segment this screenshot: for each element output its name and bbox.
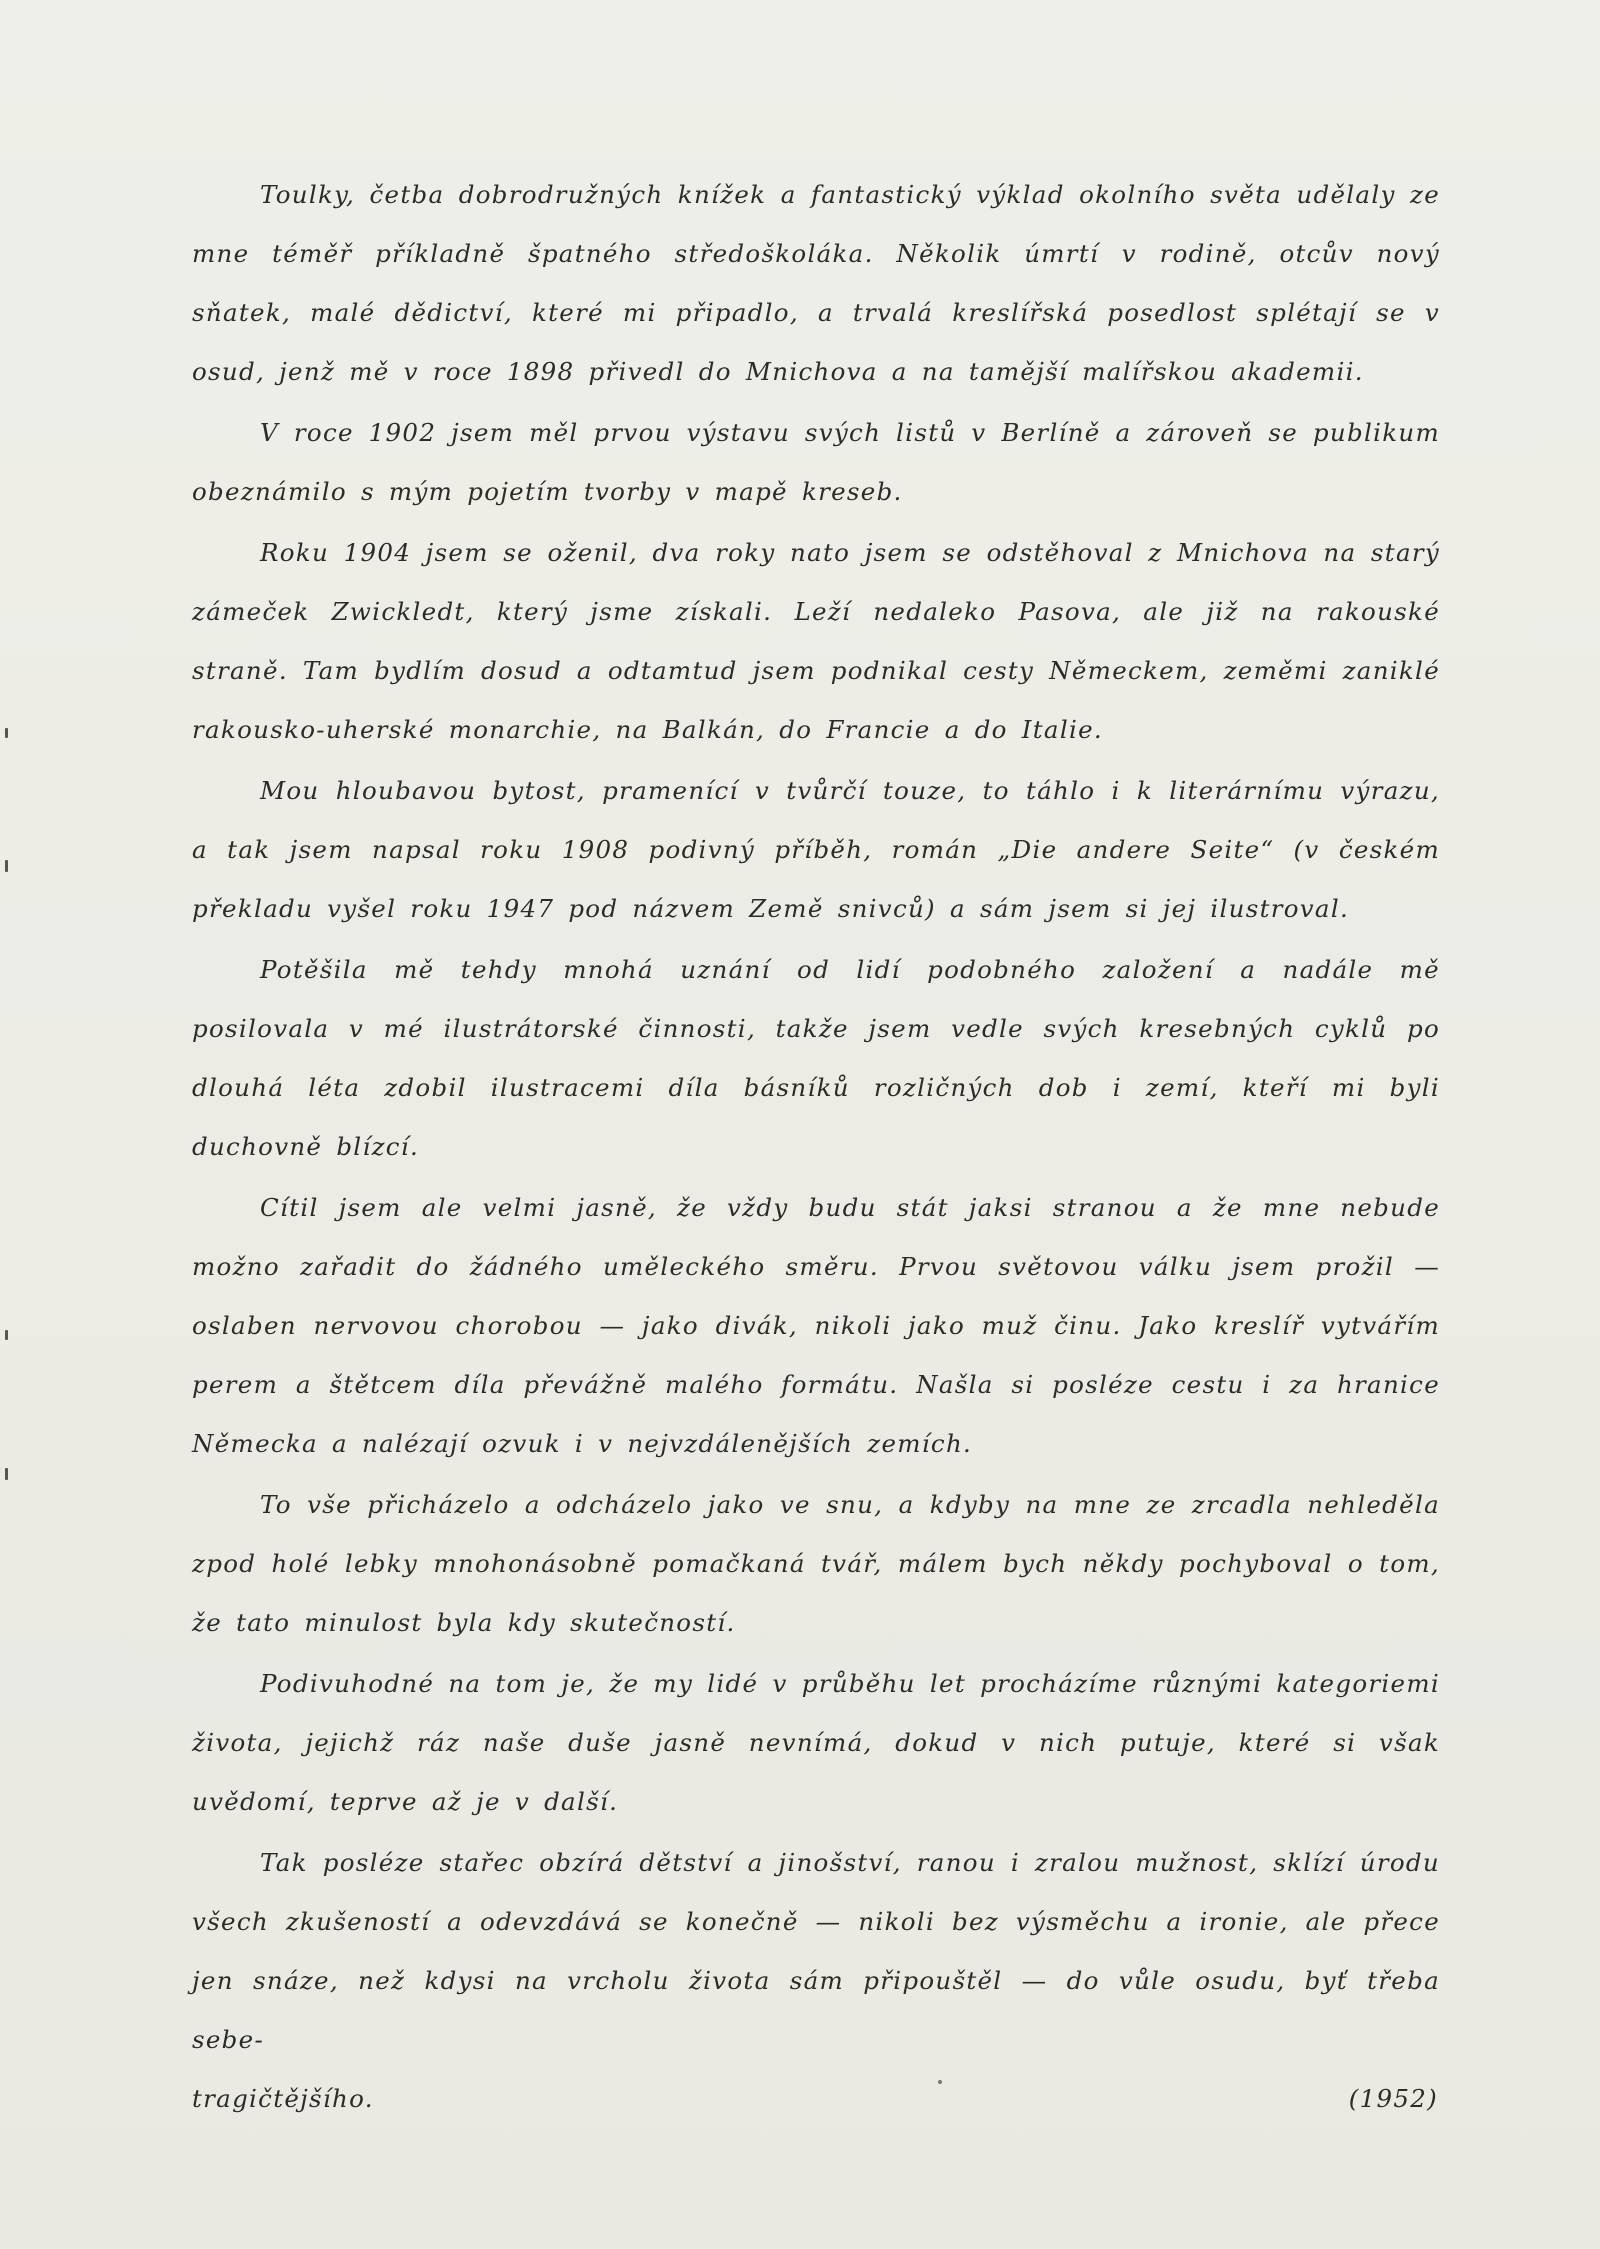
page-dot [938,2080,942,2084]
year-label: (1952) [1348,2084,1438,2113]
paragraph: Potěšila mě tehdy mnohá uznání od lidí podobného založení a nadále mě posilovala v mé ilustrátorské činnosti, takže jsem vedle svých kresebných cyklů po dlouhá léta zdobil ilustracemi díla básníků rozličných dob i zemí, kteří mi byli duchovně blízcí. [192,955,1440,1161]
closing-line [192,2069,1440,2128]
margin-mark [5,1468,8,1480]
final-word: tragičtějšího. [192,2084,374,2113]
body-text [192,165,1440,2128]
paragraph: Roku 1904 jsem se oženil, dva roky nato jsem se odstěhoval z Mnichova na starý zámeček Zwickledt, který jsme získali. Leží nedaleko Pasova, ale již na rakouské straně. Tam bydlím dosud a odtamtud jsem podnikal cesty Německem, zeměmi zaniklé rakousko-uherské monarchie, na Balkán, do Francie a do Italie. [192,538,1440,744]
paragraph: V roce 1902 jsem měl prvou výstavu svých listů v Berlíně a zároveň se publikum obeznámilo s mým pojetím tvorby v mapě kreseb. [192,418,1440,506]
margin-mark [5,1330,8,1340]
paragraph: Cítil jsem ale velmi jasně, že vždy budu stát jaksi stranou a že mne nebude možno zařadit do žádného uměleckého směru. Prvou světovou válku jsem prožil — oslaben nervovou chorobou — jako divák, nikoli jako muž činu. Jako kreslíř vytvářím perem a štětcem díla převážně malého formátu. Našla si posléze cestu i za hranice Německa a nalézají ozvuk i v nejvzdálenějších zemích. [192,1193,1440,1458]
margin-mark [5,860,8,872]
margin-mark [5,728,8,738]
paragraph: Podivuhodné na tom je, že my lidé v průběhu let procházíme různými kategoriemi života, jejichž ráz naše duše jasně nevnímá, dokud v nich putuje, které si však uvědomí, teprve až je v další. [192,1669,1440,1816]
paragraph: To vše přicházelo a odcházelo jako ve snu, a kdyby na mne ze zrcadla nehleděla zpod holé lebky mnohonásobně pomačkaná tvář, málem bych někdy pochyboval o tom, že tato minulost byla kdy skutečností. [192,1490,1440,1637]
paragraph: Toulky, četba dobrodružných knížek a fantastický výklad okolního světa udělaly ze mne téměř příkladně špatného středoškoláka. Několik úmrtí v rodině, otcův nový sňatek, malé dědictví, které mi připadlo, a trvalá kreslířská posedlost splétají se v osud, jenž mě v roce 1898 přivedl do Mnichova a na tamější malířskou akademii. [192,180,1440,386]
paragraph: Mou hloubavou bytost, pramenící v tvůrčí touze, to táhlo i k literárnímu výrazu, a tak jsem napsal roku 1908 podivný příběh, román „Die andere Seite“ (v českém překladu vyšel roku 1947 pod názvem Země snivců) a sám jsem si jej ilustroval. [192,776,1440,923]
final-paragraph: Tak posléze stařec obzírá dětství a jinošství, ranou i zralou mužnost, sklízí úrodu všech zkušeností a odevzdává se konečně — nikoli bez výsměchu a ironie, ale přece jen snáze, než kdysi na vrcholu života sám připouštěl — do vůle osudu, byť třeba sebe- [192,1848,1440,2054]
